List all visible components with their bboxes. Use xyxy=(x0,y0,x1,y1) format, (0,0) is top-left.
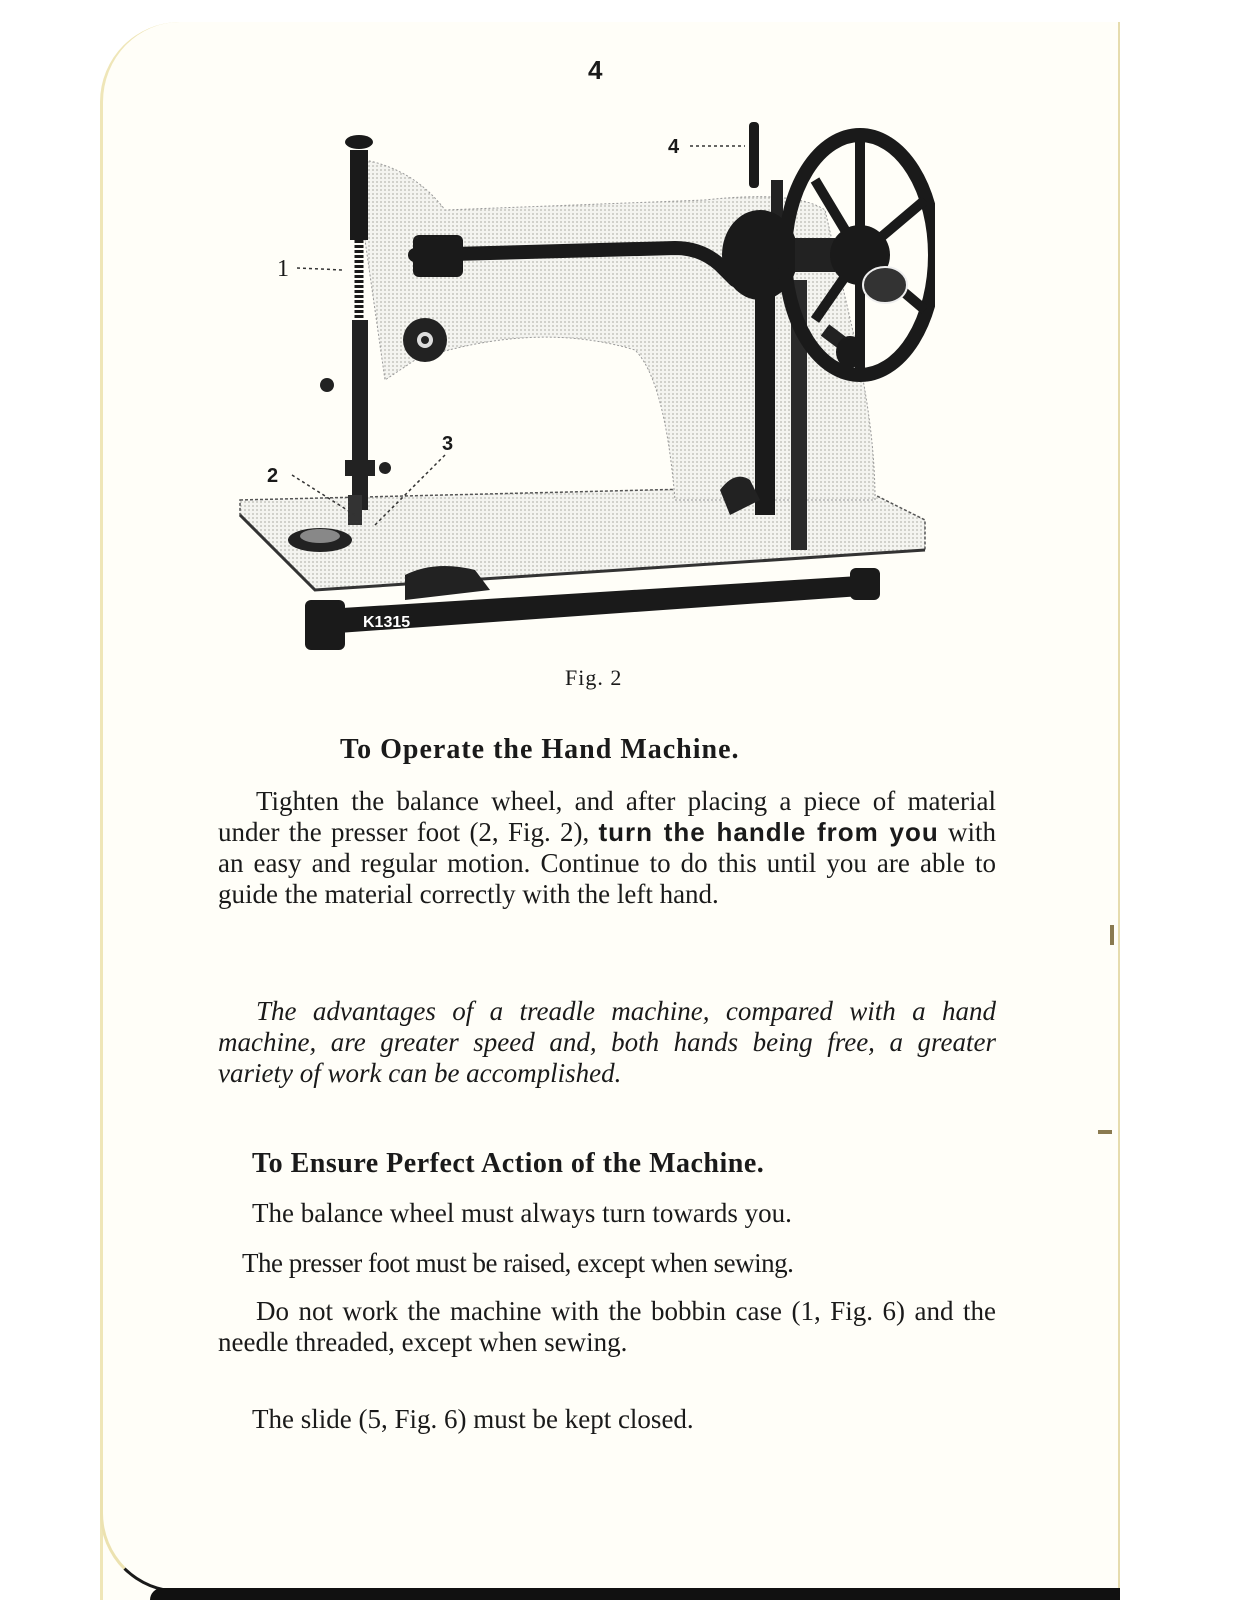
svg-text:4: 4 xyxy=(668,136,680,158)
instruction-line: The balance wheel must always turn towards you. xyxy=(252,1198,792,1228)
plate-label: K1315 xyxy=(363,614,411,631)
paragraph-text: Tighten the balance wheel, and after placing a piece of material under the presser foot (2, Fig. 2), xyxy=(218,786,996,847)
section-heading-operate: To Operate the Hand Machine. xyxy=(340,734,740,765)
paragraph-text: Do not work the machine with the bobbin case (1, Fig. 6) and the needle threaded, except when sewing. xyxy=(218,1296,996,1357)
edge-mark xyxy=(1110,925,1114,945)
figure-caption: Fig. 2 xyxy=(565,665,623,690)
svg-text:3: 3 xyxy=(442,433,454,455)
edge-mark xyxy=(1098,1130,1112,1134)
page-number: 4 xyxy=(588,55,603,85)
instruction-line: The slide (5, Fig. 6) must be kept closed. xyxy=(252,1404,694,1434)
svg-text:1: 1 xyxy=(277,256,289,282)
svg-text:2: 2 xyxy=(267,465,279,487)
paragraph-treadle-advantages xyxy=(218,996,996,1089)
emphasis-text: turn the handle from you xyxy=(598,817,939,847)
paragraph-text: The advantages of a treadle machine, compared with a hand machine, are greater speed and, both hands being free, a greater variety of work can be accomplished. xyxy=(218,996,996,1088)
sewing-machine-figure xyxy=(235,120,935,660)
section-heading-ensure: To Ensure Perfect Action of the Machine. xyxy=(252,1148,765,1179)
instruction-line: The presser foot must be raised, except when sewing. xyxy=(242,1248,794,1278)
sewing-machine-illustration xyxy=(235,120,935,660)
paragraph-text: with an easy and regular motion. Continue to do this until you are able to guide the material correctly with the left hand. xyxy=(218,817,997,909)
paragraph-operate xyxy=(218,786,996,910)
page-bottom-edge xyxy=(150,1588,1120,1600)
instruction-paragraph xyxy=(218,1296,996,1358)
